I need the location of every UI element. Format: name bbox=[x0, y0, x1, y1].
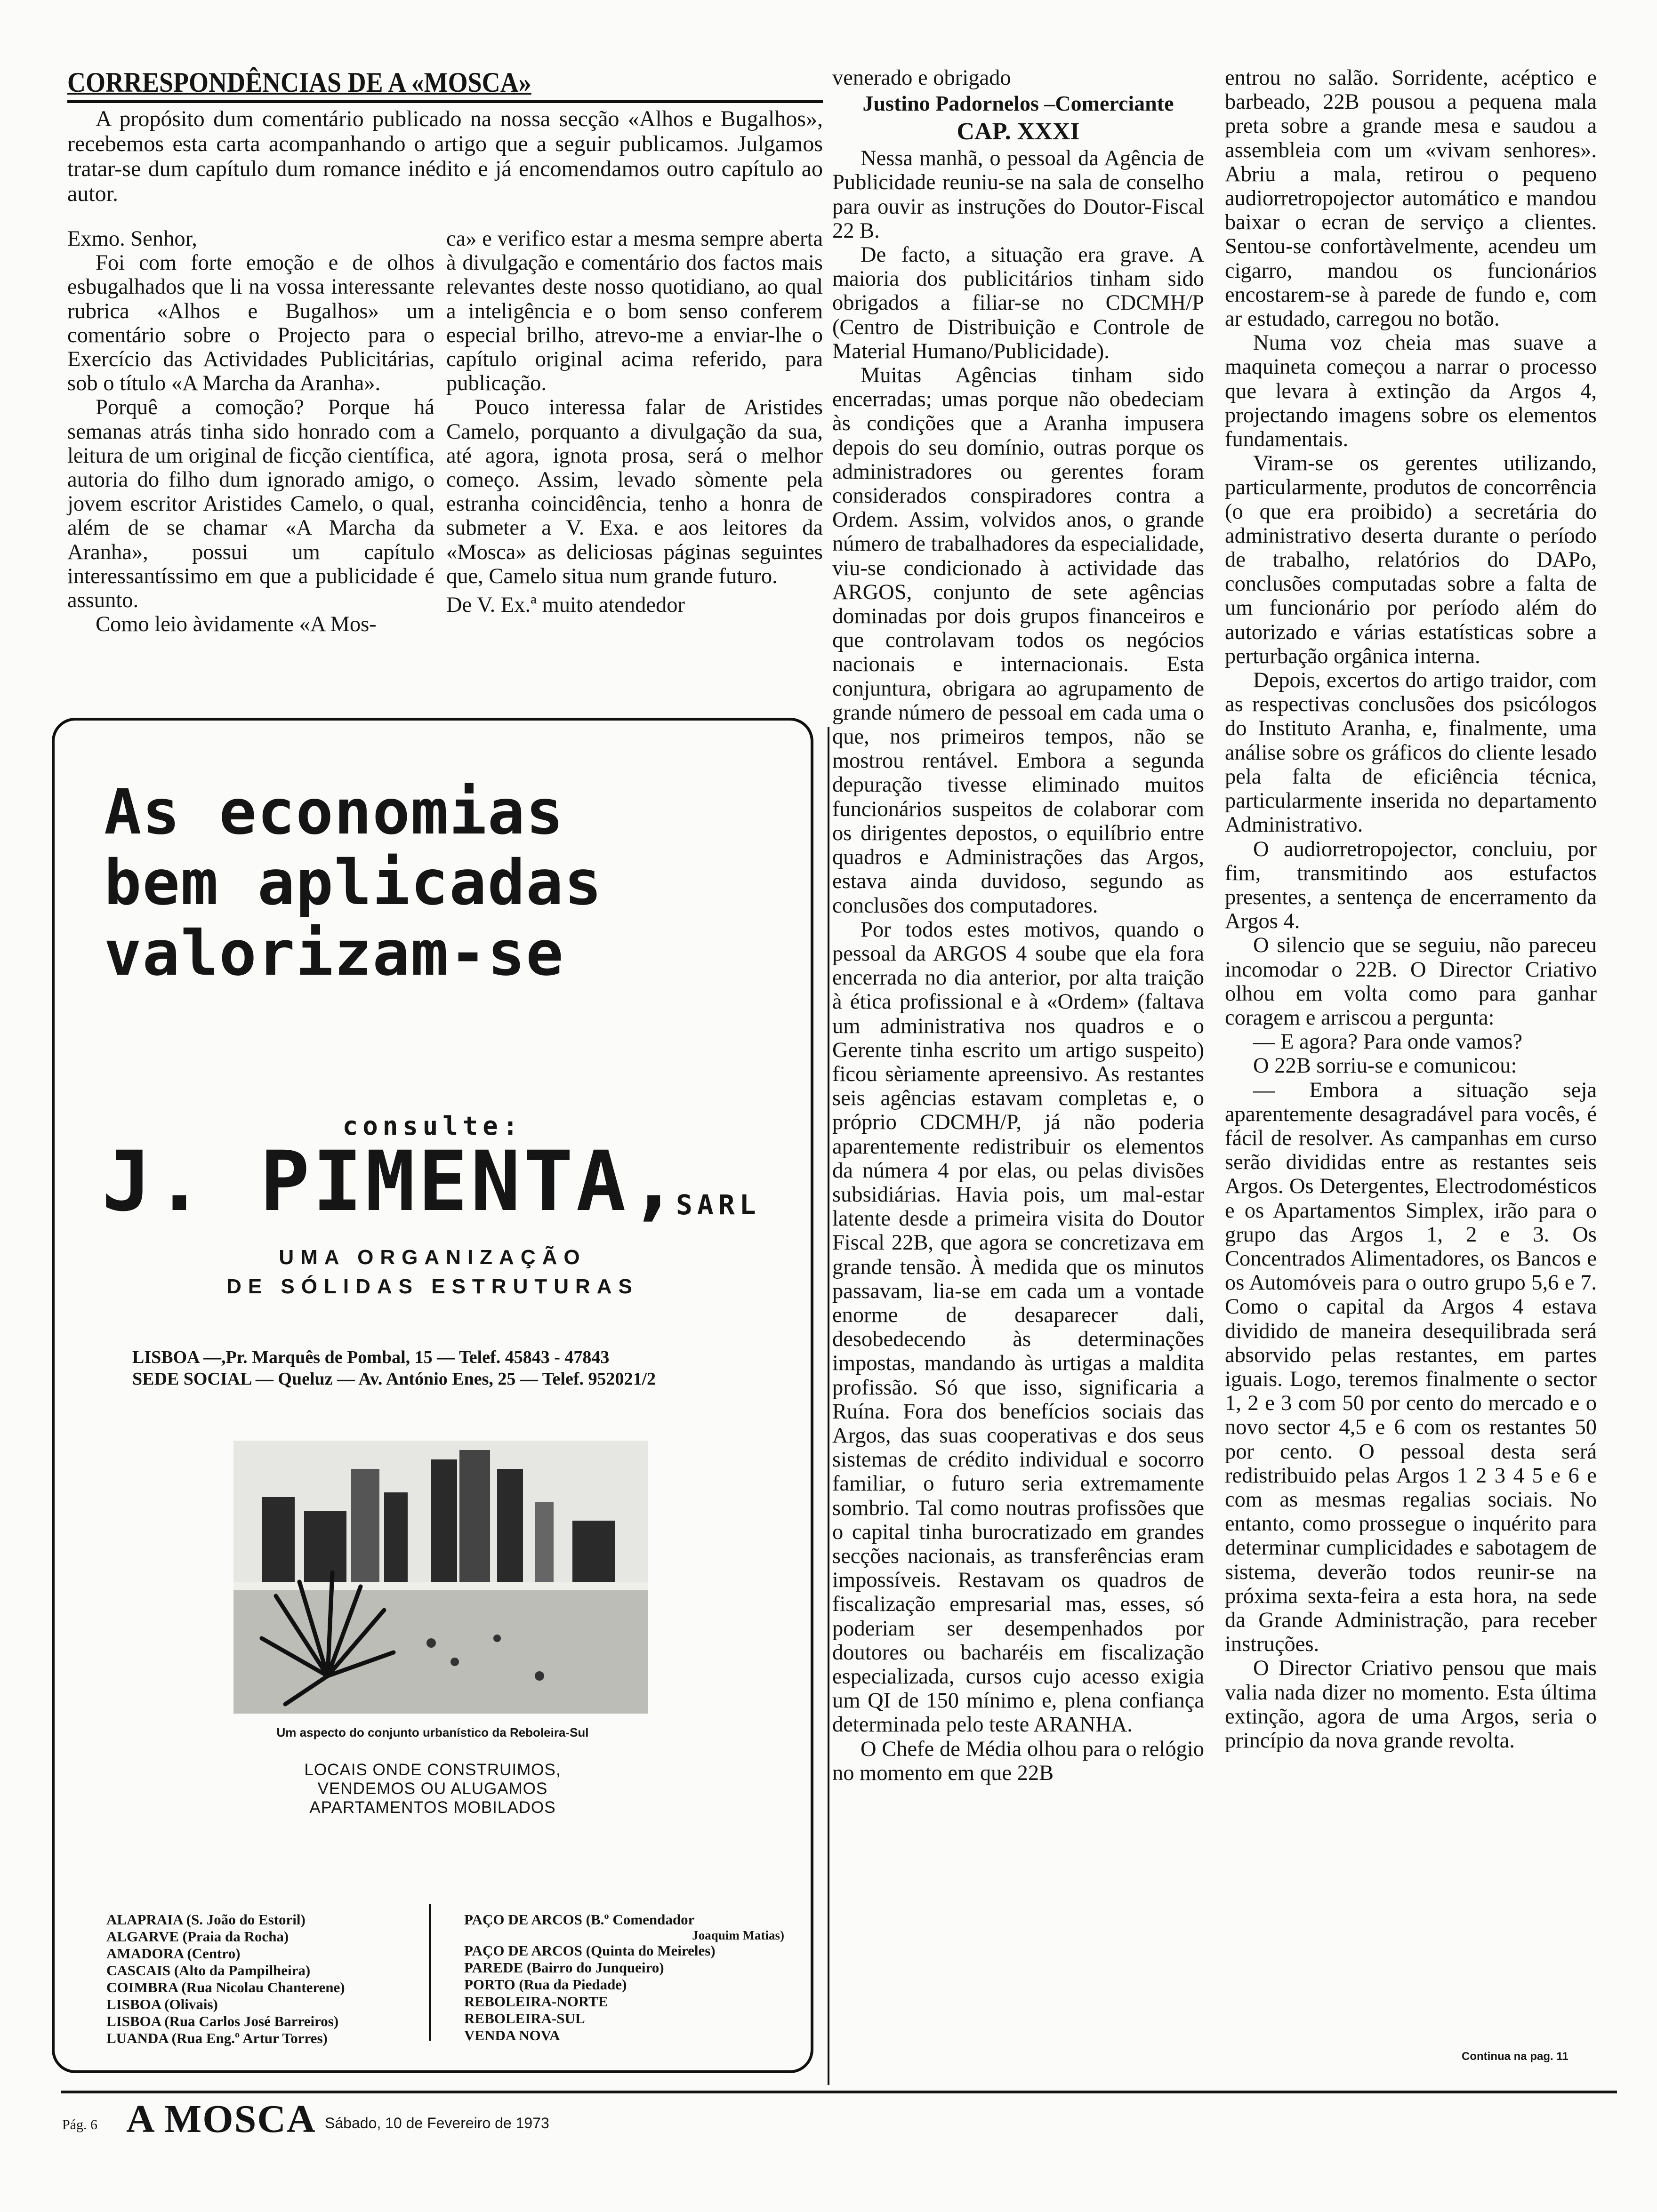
ad-address-lisboa: LISBOA —,Pr. Marquês de Pombal, 15 — Telef. 45843 - 47843 bbox=[132, 1347, 610, 1367]
ad-locations-right bbox=[464, 1911, 784, 2044]
building bbox=[497, 1469, 523, 1582]
swimmer bbox=[493, 1635, 501, 1642]
location-item: PAÇO DE ARCOS (Quinta do Meireles) bbox=[464, 1942, 716, 1959]
chapter-title: CAP. XXXI bbox=[957, 118, 1080, 145]
article-column-3 bbox=[832, 66, 1204, 1785]
ad-locations-left bbox=[106, 1911, 436, 2047]
footer-rule bbox=[61, 2091, 1617, 2093]
footer-date: Sábado, 10 de Fevereiro de 1973 bbox=[325, 2115, 549, 2132]
ad-headline-line: As economias bbox=[104, 776, 564, 849]
location-item: VENDA NOVA bbox=[464, 2027, 560, 2044]
ad-services-line: APARTAMENTOS MOBILADOS bbox=[309, 1798, 556, 1817]
letter-valediction: venerado e obrigado bbox=[832, 66, 1011, 90]
header-rule bbox=[67, 100, 823, 103]
letter-paragraph: Como leio àvidamente «A Mos- bbox=[96, 612, 377, 637]
ad-company-suffix: SARL bbox=[676, 1189, 761, 1221]
footer-page-number: Pág. 6 bbox=[62, 2117, 97, 2132]
letter-column-1 bbox=[67, 227, 434, 636]
article-dialogue: — Embora a situação seja aparentemente desagradável para vocês, é fácil de resolver. As campanhas em curso serão divididas entre as restantes seis Argos. Os Detergentes, Electrodomésticos e os Apartamentos Simplex, irão para o grupo das Argos 1, 2 e 3. Os Concentrados Alimentadores, os Bancos e os Automóveis para o outro grupo 5,6 e 7. Como o capital da Argos 4 estava dividido de maneira desequilibrada será absorvido pelas restantes, em partes iguais. Logo, teremos finalmente o sector 1, 2 e 3 com 50 por cento do mercado e o novo sector 4,5 e 6 com os restantes 50 por cento. O pessoal desta será redistribuido pelas Argos 1 2 3 4 5 e 6 e com as mesmas regalias sociais. No entanto, como prossegue o inquérito para determinar cumplicidades e sabotagem de sistema, deverão todos reunir-se na próxima sexta-feira a esta hora, na sede da Grande Administração, para receber instruções. bbox=[1225, 1078, 1597, 1657]
ad-headline-line: valorizam-se bbox=[104, 917, 564, 990]
location-item: REBOLEIRA-SUL bbox=[464, 2010, 585, 2027]
ad-services bbox=[55, 1761, 811, 1817]
location-item: COIMBRA (Rua Nicolau Chanterene) bbox=[106, 1979, 345, 1996]
building bbox=[459, 1450, 490, 1582]
letter-paragraph: Pouco interessa falar de Aristides Camelo, porquanto a divulgação da sua, até agora, ignota prosa, será o melhor começo. Assim, levado sòmente pela estranha coincidência, tenho a honra de submeter a V. Exa. e aos leitores da «Mosca» as deliciosas páginas seguintes que, Camelo situa num grande futuro. bbox=[446, 395, 823, 588]
article-paragraph: Depois, excertos do artigo traidor, com as respectivas conclusões dos psicólogos do Instituto Aranha, e, finalmente, uma análise sobre os gráficos do cliente lesado pela falta de eficiência técnica, particularmente inserida no departamento Administrativo. bbox=[1225, 668, 1597, 837]
ad-consult: consulte: bbox=[342, 1111, 523, 1141]
photo-pool bbox=[233, 1582, 648, 1714]
ad-photo-caption: Um aspecto do conjunto urbanístico da Reboleira-Sul bbox=[276, 1725, 589, 1739]
article-column-4 bbox=[1225, 66, 1597, 1753]
article-paragraph: Viram-se os gerentes utilizando, particularmente, produtos de concorrência (o que era proibido) a secretária do administrativo deserta durante o período de trabalho, relatórios do DAPo, conclusões computadas sobre a falta de um funcionário por período além do autorizado e várias estatísticas sobre a perturbação orgânica interna. bbox=[1225, 451, 1597, 668]
letter-paragraph: ca» e verifico estar a mesma sempre aberta à divulgação e comentário dos factos mais relevantes deste nosso quotidiano, ao qual a inteligência e o bom senso conferem especial brilho, atrevo-me a enviar-lhe o capítulo original acima referido, para publicação. bbox=[446, 227, 823, 396]
ad-photo bbox=[233, 1441, 648, 1714]
location-item: AMADORA (Centro) bbox=[106, 1945, 241, 1962]
ad-tagline-line: DE SÓLIDAS ESTRUTURAS bbox=[226, 1275, 639, 1298]
article-paragraph: Numa voz cheia mas suave a maquineta começou a narrar o processo que levara à extinção da Argos 4, projectando imagens sobre os elementos fundamentais. bbox=[1225, 331, 1597, 452]
article-paragraph: O Chefe de Média olhou para o relógio no momento em que 22B bbox=[832, 1737, 1204, 1785]
article-paragraph: entrou no salão. Sorridente, acéptico e barbeado, 22B pousou a pequena mala preta sobre a grande mesa e saudou a assembleia com um «vivam senhores». Abriu a mala, retirou o pequeno audiorretropojector automático e mandou baixar o ecran de serviço a clientes. Sentou-se confortàvelmente, acendeu um cigarro, mandou os funcionários encostarem-se à parede de fundo e, com ar estudado, carregou no botão. bbox=[1225, 66, 1597, 331]
building bbox=[351, 1469, 379, 1582]
building bbox=[431, 1459, 457, 1582]
section-title: CORRESPONDÊNCIAS DE A «MOSCA» bbox=[67, 67, 531, 98]
location-item: LUANDA (Rua Eng.º Artur Torres) bbox=[106, 2030, 328, 2046]
ad-tagline bbox=[55, 1243, 811, 1301]
article-paragraph: O silencio que se seguiu, não pareceu incomodar o 22B. O Director Criativo olhou em volta como para ganhar coragem e arriscou a pergunta: bbox=[1225, 933, 1597, 1030]
location-item: ALGARVE (Praia da Rocha) bbox=[106, 1928, 289, 1945]
building bbox=[572, 1521, 615, 1582]
letter-column-2 bbox=[446, 227, 823, 617]
article-paragraph: Muitas Agências tinham sido encerradas; umas porque não obedeciam às condições que a Aranha impusera depois do seu domínio, outras porque os administradores ou gerentes foram considerados conspiradores contra a Ordem. Assim, volvidos anos, o grande número de trabalhadores da especialidade, viu-se condicionado à actividade das ARGOS, conjunto de sete agências dominadas por dois grupos financeiros e que controlavam todos os negócios nacionais e internacionais. Esta conjuntura, obrigara ao agrupamento de grande número de pessoal em cada uma o que, nos primeiros tempos, não se mostrou rentável. Embora a segunda depuração tivesse eliminado muitos funcionários suspeitos de colaborar com os dirigentes depostos, o equilíbrio entre quadros e Administrações das Argos, estava ainda duvidoso, segundo as conclusões dos computadores. bbox=[832, 363, 1204, 918]
building bbox=[304, 1511, 346, 1582]
ad-headline bbox=[104, 777, 603, 989]
ad-headline-line: bem aplicadas bbox=[104, 847, 603, 919]
building bbox=[262, 1497, 295, 1582]
intro-note: A propósito dum comentário publicado na nossa secção «Alhos e Bugalhos», recebemos esta carta acompanhando o artigo que a seguir publicamos. Julgamos tratar-se dum capítulo dum romance inédito e já encomendamos outro capítulo ao autor. bbox=[67, 106, 823, 206]
letter-salutation: Exmo. Senhor, bbox=[67, 227, 197, 251]
letter-closing: De V. Ex.ª muito atendedor bbox=[446, 593, 685, 617]
ad-locations-divider bbox=[429, 1904, 431, 2041]
swimmer bbox=[535, 1671, 544, 1681]
article-paragraph: Por todos estes motivos, quando o pessoal da ARGOS 4 soube que ela fora encerrada no dia anterior, por alta traição à ética profissional e à «Ordem» (faltava um administrativa nos quadros e o Gerente tinha escrito um artigo suspeito) ficou sèriamente apreensivo. As restantes seis agências estavam completas e, o próprio CDCMH/P, já não poderia aparentemente redistribuir os elementos da númera 4 por elas, ou pelas divisões subsidiárias. Havia pois, um mal-estar latente desde a primeira visita do Doutor Fiscal 22B, que agora se concretizava em grande tensão. À medida que os minutos passavam, lia-se em cada um a vontade enorme de desaparecer dali, desobedecendo às determinações impostas, mandando às urtigas a maldita profissão. Só que isso, significaria a Ruína. Fora dos benefícios sociais das Argos, das suas cooperativas e dos seus sistemas de crédito individual e socorro familiar, o futuro seria extremamente sombrio. Tal como noutras profissões que o capital tinha burocratizado em grandes secções nacionais, as transferências eram impossíveis. Restavam os quadros de fiscalização empresarial mas, esses, só poderiam ser desempenhados por doutores ou bacharéis em fiscalização especializada, cursos cujo acesso exigia um QI de 150 mínimo e, plena confiança determinada pelo teste ARANHA. bbox=[832, 917, 1204, 1737]
ad-services-line: LOCAIS ONDE CONSTRUIMOS, bbox=[304, 1761, 561, 1779]
location-item: PORTO (Rua da Piedade) bbox=[464, 1976, 627, 1993]
swimmer bbox=[450, 1658, 459, 1666]
ad-services-line: VENDEMOS OU ALUGAMOS bbox=[317, 1779, 548, 1798]
letter-signature: Justino Padornelos –Comerciante bbox=[862, 91, 1174, 116]
location-item: REBOLEIRA-NORTE bbox=[464, 1993, 608, 2010]
footer-masthead: A MOSCA bbox=[126, 2097, 316, 2141]
location-item: PAÇO DE ARCOS (B.º Comendador bbox=[464, 1911, 695, 1928]
continued-note: Continua na pag. 11 bbox=[1462, 2050, 1569, 2063]
ad-addresses bbox=[132, 1346, 656, 1390]
location-item-continuation: Joaquim Matias) bbox=[692, 1928, 784, 1942]
article-dialogue: — E agora? Para onde vamos? bbox=[1253, 1030, 1522, 1054]
building bbox=[535, 1502, 554, 1582]
building bbox=[384, 1492, 408, 1582]
advertisement bbox=[52, 718, 813, 2073]
ad-address-sede: SEDE SOCIAL — Queluz — Av. António Enes, 25 — Telef. 952021/2 bbox=[132, 1369, 656, 1389]
location-item: PAREDE (Bairro do Junqueiro) bbox=[464, 1959, 664, 1976]
ad-tagline-line: UMA ORGANIZAÇÃO bbox=[279, 1246, 587, 1269]
location-item: LISBOA (Olivais) bbox=[106, 1996, 218, 2012]
letter-paragraph: Porquê a comoção? Porque há semanas atrás tinha sido honrado com a leitura de um original de ficção científica, autoria do filho dum ignorado amigo, o jovem escritor Aristides Camelo, o qual, além de se chamar «A Marcha da Aranha», possui um capítulo interessantíssimo em que a publicidade é assunto. bbox=[67, 395, 434, 613]
article-paragraph: Nessa manhã, o pessoal da Agência de Publicidade reuniu-se na sala de conselho para ouvir as instruções do Doutor-Fiscal 22 B. bbox=[832, 146, 1204, 243]
photo-pool-edge bbox=[233, 1582, 648, 1590]
location-item: CASCAIS (Alto da Pampilheira) bbox=[106, 1962, 311, 1979]
article-paragraph: De facto, a situação era grave. A maioria dos publicitários tinham sido obrigados a filiar-se no CDCMH/P (Centro de Distribuição e Controle de Material Humano/Publicidade). bbox=[832, 243, 1204, 363]
article-paragraph: O 22B sorriu-se e comunicou: bbox=[1253, 1054, 1517, 1078]
location-item: LISBOA (Rua Carlos José Barreiros) bbox=[106, 2013, 339, 2029]
ad-company-name: J. PIMENTA, bbox=[102, 1133, 682, 1230]
column-divider bbox=[828, 727, 829, 2085]
location-item: ALAPRAIA (S. João do Estoril) bbox=[106, 1911, 306, 1928]
swimmer bbox=[426, 1638, 436, 1648]
letter-paragraph: Foi com forte emoção e de olhos esbugalhados que li na vossa interessante rubrica «Alhos e Bugalhos» um comentário sobre o Projecto para o Exercício das Actividades Publicitárias, sob o título «A Marcha da Aranha». bbox=[67, 251, 434, 396]
article-paragraph: O audiorretropojector, concluiu, por fim, transmitindo aos estufactos presentes, a sentença de encerramento da Argos 4. bbox=[1225, 837, 1597, 934]
article-paragraph: O Director Criativo pensou que mais valia nada dizer no momento. Esta última extinção, agora de uma Argos, seria o princípio da nova grande revolta. bbox=[1225, 1656, 1597, 1753]
